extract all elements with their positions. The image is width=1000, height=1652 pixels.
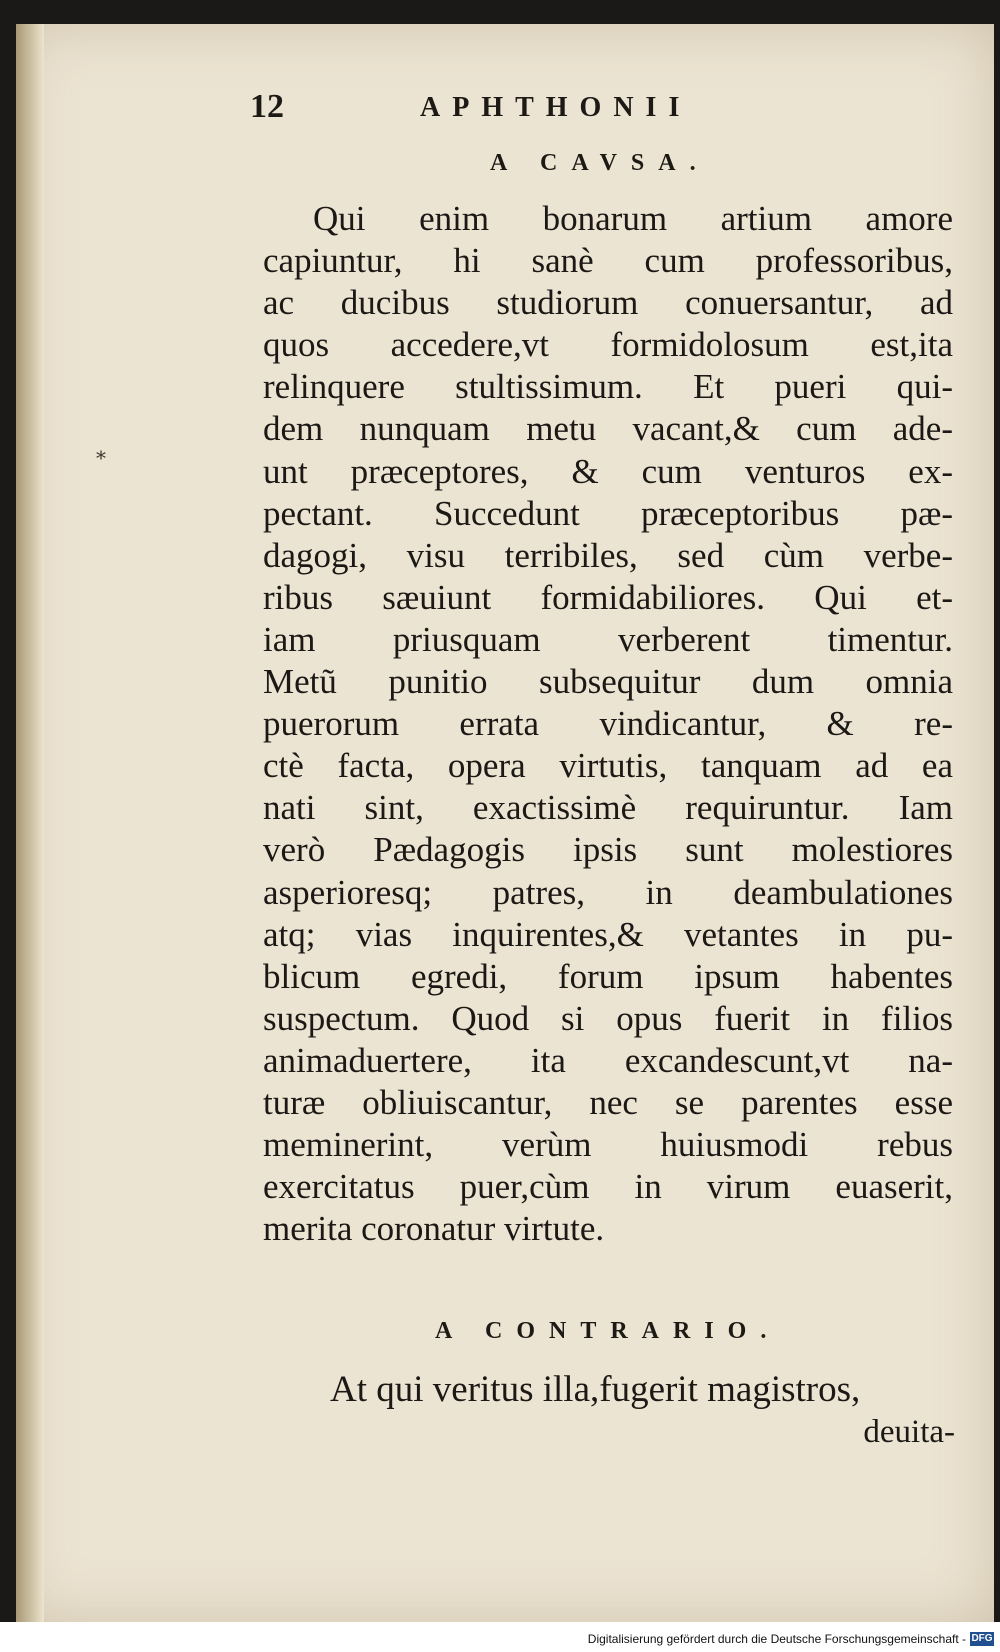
page-gutter (16, 24, 44, 1622)
text-line: animaduertere, ita excandescunt,vt na- (263, 1040, 953, 1080)
text-line: Qui enim bonarum artium amore (313, 199, 953, 238)
text-line: turæ obliuiscantur, nec se parentes esse (263, 1082, 953, 1122)
margin-mark: * (96, 446, 106, 470)
second-paragraph: At qui veritus illa,fugerit magistros, (330, 1369, 861, 1410)
footer-bar (0, 1622, 1000, 1652)
text-line: verò Pædagogis ipsis sunt molestiores (263, 830, 953, 870)
section-heading-causa: A CAVSA. (490, 150, 710, 176)
digitization-credit: Digitalisierung gefördert durch die Deutsche Forschungsgemeinschaft - (587, 1632, 966, 1646)
text-line: merita coronatur virtute. (263, 1209, 605, 1249)
text-line: iam priusquam verberent timentur. (263, 619, 953, 659)
text-line: dagogi, visu terribiles, sed cùm verbe- (263, 535, 953, 575)
dfg-logo: DFG (971, 1633, 993, 1644)
text-line: capiuntur, hi sanè cum professoribus, (263, 241, 953, 281)
text-line: suspectum. Quod si opus fuerit in filios (263, 998, 953, 1038)
text-line: relinquere stultissimum. Et pueri qui- (263, 367, 953, 407)
text-line: puerorum errata vindicantur, & re- (263, 704, 953, 744)
text-line: nati sint, exactissimè requiruntur. Iam (263, 788, 953, 828)
text-line: ctè facta, opera virtutis, tanquam ad ea (263, 746, 953, 786)
text-line: blicum egredi, forum ipsum habentes (263, 956, 953, 996)
text-line: pectant. Succedunt præceptoribus pæ- (263, 493, 953, 533)
page-number: 12 (250, 88, 284, 125)
page-header (250, 88, 950, 128)
text-line: meminerint, verùm huiusmodi rebus (263, 1125, 953, 1165)
text-line: dem nunquam metu vacant,& cum ade- (263, 409, 953, 449)
text-line: exercitatus puer,cùm in virum euaserit, (263, 1167, 953, 1207)
text-line: asperioresq; patres, in deambulationes (263, 872, 953, 912)
text-line: ribus sæuiunt formidabiliores. Qui et- (263, 577, 953, 617)
text-line: ac ducibus studiorum conuersantur, ad (263, 283, 953, 323)
catchword: deuita- (863, 1414, 955, 1450)
text-line: unt præceptores, & cum venturos ex- (263, 451, 953, 491)
section-heading-contrario: A CONTRARIO. (435, 1318, 781, 1344)
text-line: atq; vias inquirentes,& vetantes in pu- (263, 914, 953, 954)
running-title: APHTHONII (420, 92, 692, 123)
text-line: quos accedere,vt formidolosum est,ita (263, 325, 953, 365)
text-line: Metũ punitio subsequitur dum omnia (263, 662, 953, 702)
body-text (263, 198, 953, 1250)
